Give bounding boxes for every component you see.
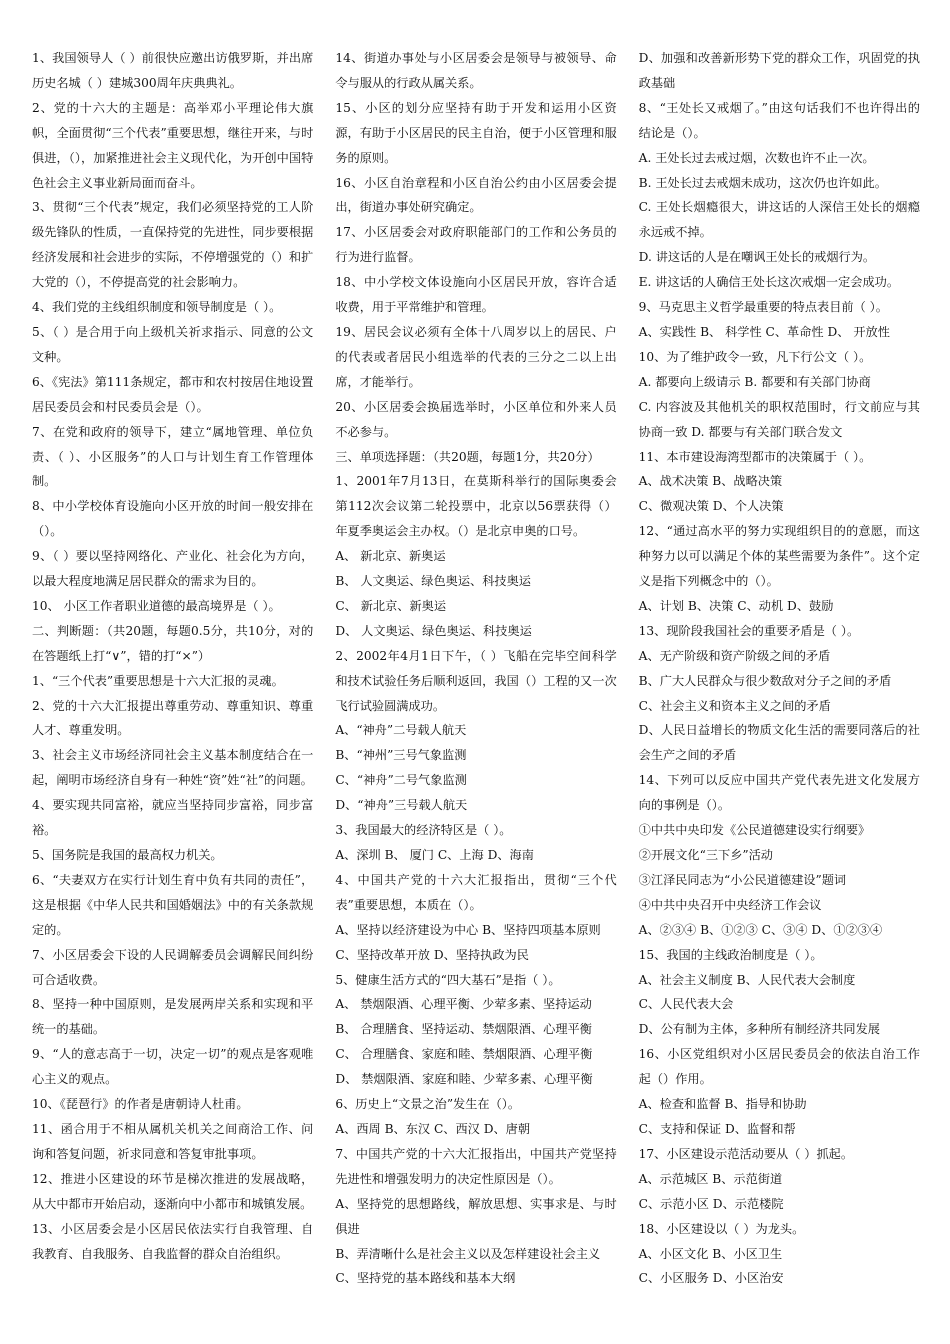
text-line: 8、“王处长又戒烟了。”由这句话我们不也许得出的结论是（）。 bbox=[638, 100, 920, 140]
text-line: D、人民日益增长的物质文化生活的需要同落后的社会生产之间的矛盾 bbox=[638, 723, 920, 763]
text-line: B、 人文奥运、绿色奥运、科技奥运 bbox=[335, 574, 531, 589]
text-line: 5、国务院是我国的最高权力机关。 bbox=[32, 848, 223, 862]
text-line: 5、健康生活方式的“四大基石”是指（ ）。 bbox=[335, 972, 561, 987]
text-line: C、坚持党的基本路线和基本大纲 bbox=[335, 1271, 516, 1286]
text-line: 13、小区居委会是小区居民依法实行自我管理、自我教育、自我服务、自我监督的群众自治组织。 bbox=[32, 1221, 314, 1261]
text-line: 8、中小学校体育设施向小区开放的时间一般安排在（）。 bbox=[32, 499, 314, 539]
text-line: 三、单项选择题：（共20题，每题1分，共20分） bbox=[335, 449, 600, 464]
text-line: C、支持和保证 D、监督和帮 bbox=[638, 1121, 796, 1136]
text-line: 6、历史上“文景之治”发生在（）。 bbox=[335, 1097, 521, 1112]
text-line: 17、小区居委会对政府职能部门的工作和公务员的行为进行监督。 bbox=[335, 225, 617, 265]
text-line: 16、小区党组织对小区居民委员会的依法自治工作起（）作用。 bbox=[638, 1047, 920, 1087]
text-line: 18、小区建设以（ ）为龙头。 bbox=[638, 1221, 805, 1236]
column-middle bbox=[335, 46, 616, 1344]
text-line: 10、 小区工作者职业道德的最高境界是（ ）。 bbox=[32, 598, 281, 613]
text-line: A、检查和监督 B、指导和协助 bbox=[638, 1097, 807, 1112]
text-line: C、微观决策 D、个人决策 bbox=[638, 499, 784, 514]
text-line: C、示范小区 D、示范楼院 bbox=[638, 1196, 784, 1211]
text-line: 二、判断题：（共20题，每题0.5分，共10分，对的在答题纸上打“∨”，错的打“×”） bbox=[32, 623, 314, 663]
text-line: 3、贯彻“三个代表”规定，我们必须坚持党的工人阶级先锋队的性质，一直保持党的先进性，同步要根据经济发展和社会进步的实际，不停增强党的（）和扩大党的（），不停提高党的社会影响力。 bbox=[32, 200, 314, 290]
text-line: D、“神舟”三号载人航天 bbox=[335, 798, 468, 813]
text-line: A. 王处长过去戒过烟，次数也许不止一次。 bbox=[638, 150, 875, 165]
text-line: C、坚持改革开放 D、坚持执政为民 bbox=[335, 947, 529, 962]
text-line: 7、在党和政府的领导下，建立“属地管理、单位负责、（ ）、小区服务”的人口与计划生育工作管理体制。 bbox=[32, 424, 314, 489]
text-line: C、小区服务 D、小区治安 bbox=[638, 1271, 784, 1286]
text-line: B、“神州”三号气象监测 bbox=[335, 748, 467, 763]
text-line: 12、推进小区建设的环节是梯次推进的发展战略，从大中都市开始启动，逐渐向中小都市和城镇发展。 bbox=[32, 1171, 314, 1211]
text-line: B、 合理膳食、坚持运动、禁烟限酒、心理平衡 bbox=[335, 1022, 592, 1037]
text-line: C. 王处长烟瘾很大，讲这话的人深信王处长的烟瘾永远戒不掉。 bbox=[638, 200, 920, 240]
text-line: A、西周 B、东汉 C、西汉 D、唐朝 bbox=[335, 1121, 531, 1136]
text-line: A、小区文化 B、小区卫生 bbox=[638, 1246, 783, 1261]
text-line: A、战术决策 B、战略决策 bbox=[638, 474, 783, 489]
text-line: C. 内容波及其他机关的职权范围时，行文前应与其协商一致 D. 都要与有关部门联合发文 bbox=[638, 399, 920, 439]
text-line: 19、居民会议必须有全体十八周岁以上的居民、户的代表或者居民小组选举的代表的三分之二以上出席，才能举行。 bbox=[335, 324, 617, 389]
text-line: 4、我们党的主线组织制度和领导制度是（ ）。 bbox=[32, 300, 282, 315]
text-line: B、弄清晰什么是社会主义以及怎样建设社会主义 bbox=[335, 1246, 601, 1261]
text-line: 18、中小学校文体设施向小区居民开放，容许合适收费，用于平常维护和管理。 bbox=[335, 275, 617, 315]
text-line: D、 人文奥运、绿色奥运、科技奥运 bbox=[335, 623, 532, 638]
text-line: A、②③④ B、①②③ C、③④ D、①②③④ bbox=[638, 922, 883, 937]
column-left bbox=[32, 46, 313, 1344]
text-line: D、 禁烟限酒、家庭和睦、少荤多素、心理平衡 bbox=[335, 1072, 593, 1087]
text-line: A、计划 B、决策 C、动机 D、鼓励 bbox=[638, 598, 834, 613]
text-line: C、社会主义和资本主义之间的矛盾 bbox=[638, 698, 831, 713]
text-line: 9、（ ）要以坚持网络化、产业化、社会化为方向，以最大程度地满足居民群众的需求为目的。 bbox=[32, 549, 314, 589]
text-line: 20、小区居委会换届选举时，小区单位和外来人员不必参与。 bbox=[335, 399, 617, 439]
text-line: C、“神舟”二号气象监测 bbox=[335, 773, 467, 788]
text-line: 1、我国领导人（ ）前很快应邀出访俄罗斯，并出席历史名城（ ）建城300周年庆典典礼。 bbox=[32, 51, 314, 90]
text-line: 7、中国共产党的十六大汇报指出，中国共产党坚持先进性和增强发明力的决定性原因是（）。 bbox=[335, 1146, 617, 1186]
text-line: 3、我国最大的经济特区是（ ）。 bbox=[335, 823, 512, 838]
text-line: 6、《宪法》第111条规定，都市和农村按居住地设置居民委员会和村民委员会是（）。 bbox=[32, 374, 314, 414]
text-line: ④中共中央召开中央经济工作会议 bbox=[638, 897, 822, 912]
text-line: 4、中国共产党的十六大汇报指出，贯彻“三个代表”重要思想，本质在（）。 bbox=[335, 872, 617, 912]
text-line: C、人民代表大会 bbox=[638, 997, 734, 1012]
text-line: 13、现阶段我国社会的重要矛盾是（ ）。 bbox=[638, 623, 860, 638]
text-line: 1、“三个代表”重要思想是十六大汇报的灵魂。 bbox=[32, 673, 284, 688]
text-line: A、坚持以经济建设为中心 B、坚持四项基本原则 bbox=[335, 922, 601, 937]
text-line: 12、“通过高水平的努力实现组织目的的意愿，而这种努力以可以满足个体的某些需要为条件”。这个定义是指下列概念中的（）。 bbox=[638, 524, 920, 589]
text-line: 9、马克思主义哲学最重要的特点表目前（ ）。 bbox=[638, 300, 888, 315]
text-line: A、 新北京、新奥运 bbox=[335, 549, 446, 564]
text-line: 2、党的十六大汇报提出尊重劳动、尊重知识、尊重人才、尊重发明。 bbox=[32, 698, 314, 738]
text-line: ②开展文化“三下乡”活动 bbox=[638, 848, 773, 862]
text-line: 3、社会主义市场经济同社会主义基本制度结合在一起，阐明市场经济自身有一种姓“资”姓“社”的问题。 bbox=[32, 748, 314, 788]
text-line: 17、小区建设示范活动要从（ ）抓起。 bbox=[638, 1146, 854, 1161]
text-line: 11、本市建设海湾型都市的决策属于（ ）。 bbox=[638, 449, 872, 464]
text-line: B. 王处长过去戒烟未成功，这次仍也许如此。 bbox=[638, 175, 887, 190]
text-line: A、社会主义制度 B、人民代表大会制度 bbox=[638, 972, 856, 987]
text-line: D、加强和改善新形势下党的群众工作，巩固党的执政基础 bbox=[638, 51, 920, 90]
text-line: 10、《琵琶行》的作者是唐朝诗人杜甫。 bbox=[32, 1097, 249, 1112]
text-line: E. 讲这话的人确信王处长这次戒烟一定会成功。 bbox=[638, 275, 900, 290]
text-line: A. 都要向上级请示 B. 都要和有关部门协商 bbox=[638, 374, 871, 389]
text-line: 11、函合用于不相从属机关机关之间商洽工作、问询和答复问题，祈求同意和答复审批事项。 bbox=[32, 1121, 314, 1161]
text-line: 4、要实现共同富裕，就应当坚持同步富裕，同步富裕。 bbox=[32, 798, 314, 838]
text-line: 15、小区的划分应坚持有助于开发和运用小区资源，有助于小区居民的民主自治，便于小区管理和服务的原则。 bbox=[335, 100, 617, 165]
text-line: 16、小区自治章程和小区自治公约由小区居委会提出，街道办事处研究确定。 bbox=[335, 175, 617, 215]
text-line: ①中共中央印发《公民道德建设实行纲要》 bbox=[638, 823, 871, 838]
text-line: A、“神舟”二号载人航天 bbox=[335, 723, 467, 738]
text-line: A、 禁烟限酒、心理平衡、少荤多素、坚持运动 bbox=[335, 997, 592, 1012]
text-line: D、公有制为主体，多种所有制经济共同发展 bbox=[638, 1022, 880, 1037]
text-line: A、坚持党的思想路线，解放思想、实事求是、与时俱进 bbox=[335, 1196, 617, 1236]
text-line: 7、小区居委会下设的人民调解委员会调解民间纠纷可合适收费。 bbox=[32, 947, 314, 987]
text-line: 6、“夫妻双方在实行计划生育中负有共同的责任”，这是根据《中华人民共和国婚姻法》中的有关条款规定的。 bbox=[32, 872, 314, 937]
text-line: ③江泽民同志为“小公民道德建设”题词 bbox=[638, 872, 847, 887]
column-right bbox=[639, 46, 920, 1344]
text-line: 9、“人的意志高于一切，决定一切”的观点是客观唯心主义的观点。 bbox=[32, 1047, 314, 1087]
text-line: B、广大人民群众与很少数敌对分子之间的矛盾 bbox=[638, 673, 892, 688]
text-line: C、 合理膳食、家庭和睦、禁烟限酒、心理平衡 bbox=[335, 1047, 593, 1062]
text-line: A、深圳 B、 厦门 C、上海 D、海南 bbox=[335, 848, 534, 862]
text-line: 2、2002年4月1日下午，（ ）飞船在完毕空间科学和技术试验任务后顺利返回，我国（）工程的又一次飞行试验圆满成功。 bbox=[335, 648, 617, 713]
text-line: 15、我国的主线政治制度是（ ）。 bbox=[638, 947, 823, 962]
text-line: 14、街道办事处与小区居委会是领导与被领导、命令与服从的行政从属关系。 bbox=[335, 51, 617, 90]
text-line: A、无产阶级和资产阶级之间的矛盾 bbox=[638, 648, 831, 663]
text-line: A、示范城区 B、示范街道 bbox=[638, 1171, 783, 1186]
text-line: 2、党的十六大的主题是：高举邓小平理论伟大旗帜，全面贯彻“三个代表”重要思想，继往开来，与时俱进，（），加紧推进社会主义现代化，为开创中国特色社会主义事业新局面而奋斗。 bbox=[32, 100, 314, 190]
text-line: 10、为了维护政令一致，凡下行公文（ ）。 bbox=[638, 349, 872, 364]
text-line: 1、2001年7月13日，在莫斯科举行的国际奥委会第112次会议第二轮投票中，北京以56票获得（）年夏季奥运会主办权。（）是北京申奥的口号。 bbox=[335, 474, 617, 539]
text-line: 5、（ ）是合用于向上级机关祈求指示、同意的公文文种。 bbox=[32, 324, 314, 364]
text-line: A、实践性 B、 科学性 C、革命性 D、 开放性 bbox=[638, 324, 890, 339]
text-line: 8、坚持一种中国原则，是发展两岸关系和实现和平统一的基础。 bbox=[32, 997, 314, 1037]
text-line: D. 讲这话的人是在嘲讽王处长的戒烟行为。 bbox=[638, 250, 876, 265]
text-line: C、 新北京、新奥运 bbox=[335, 598, 447, 613]
text-line: 14、下列可以反应中国共产党代表先进文化发展方向的事例是（）。 bbox=[638, 773, 920, 813]
